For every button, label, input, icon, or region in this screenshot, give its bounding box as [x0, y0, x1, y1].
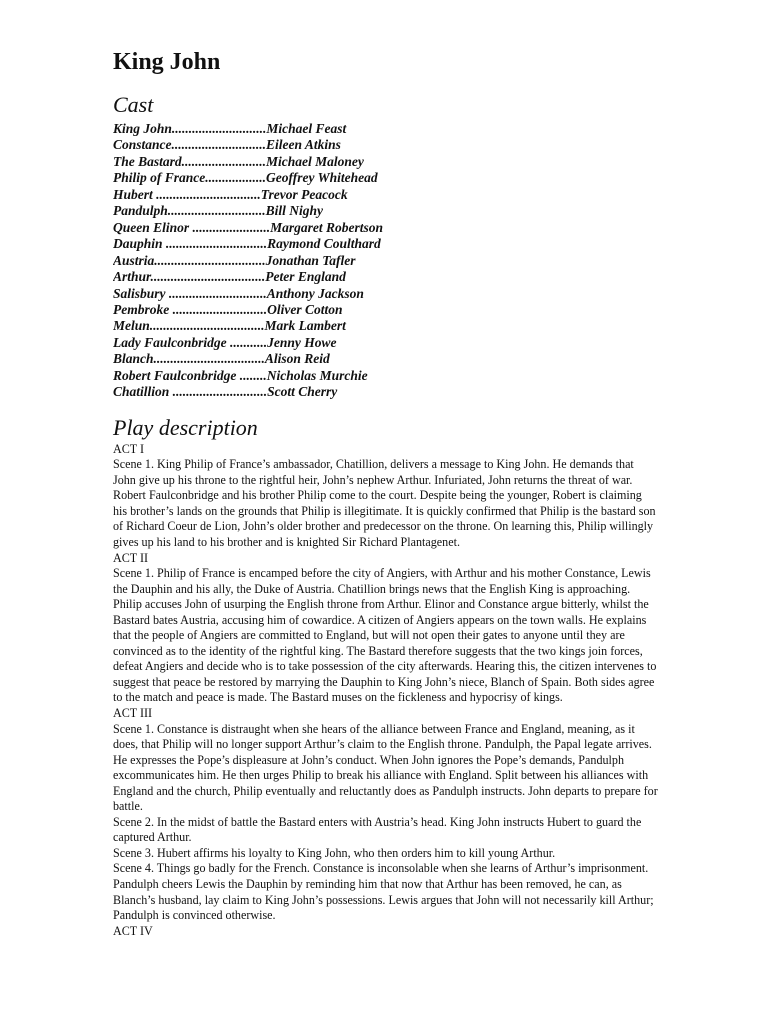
- cast-row: Blanch.................................Alison Reid: [113, 351, 330, 367]
- cast-row: Arthur..................................Peter England: [113, 269, 346, 285]
- cast-row: Philip of France..................Geoffrey Whitehead: [113, 170, 378, 186]
- cast-row: Queen Elinor .......................Margaret Robertson: [113, 219, 384, 235]
- cast-list: [113, 121, 658, 401]
- cast-row: Lady Faulconbridge ...........Jenny Howe: [113, 334, 337, 350]
- scene-paragraph: Scene 1. Constance is distraught when she hears of the alliance between France and England, meaning, as it does, that Philip will no longer support Arthur’s claim to the English throne. Pandulph, the Papal legate arrives. He expresses the Pope’s displeasure at John’s conduct. When John ignores the Pope’s demands, Pandulph excommunicates him. He then urges Philip to break his alliance with England. Split between his alliances with England and the church, Philip eventually and reluctantly does as Pandulph instructs. John departs to prepare for battle.: [113, 721, 658, 814]
- act-heading: ACT IV: [113, 923, 153, 938]
- cast-heading: Cast: [113, 92, 154, 117]
- cast-row: Dauphin ..............................Raymond Coulthard: [113, 236, 381, 252]
- cast-row: King John............................Michael Feast: [113, 121, 347, 136]
- cast-row: Melun..................................Mark Lambert: [113, 318, 346, 334]
- scene-paragraph: Scene 1. King Philip of France’s ambassador, Chatillion, delivers a message to King John. He demands that John give up his throne to the rightful heir, John’s nephew Arthur. Infuriated, John returns the threat of war. Robert Faulconbridge and his brother Philip come to the court. Despite being the younger, Robert is claiming his brother’s lands on the grounds that Philip is illegitimate. It is quickly confirmed that Philip is the bastard son of Richard Coeur de Lion, John’s older brother and predecessor on the throne. On learning this, Philip willingly gives up his land to his brother and is knighted Sir Richard Plantagenet.: [113, 457, 656, 549]
- cast-row: Constance............................Eileen Atkins: [113, 137, 341, 153]
- cast-row: Hubert ...............................Trevor Peacock: [113, 186, 348, 202]
- cast-row: Pandulph.............................Bill Nighy: [113, 203, 324, 219]
- cast-row: Salisbury .............................Anthony Jackson: [113, 285, 364, 301]
- description-heading: Play description: [113, 414, 258, 440]
- cast-row: Austria.................................Jonathan Tafler: [113, 252, 356, 268]
- page-title: King John: [113, 49, 221, 75]
- act-heading: ACT I: [113, 441, 145, 456]
- scene-paragraph: Scene 2. In the midst of battle the Bastard enters with Austria’s head. King John instructs Hubert to guard the captured Arthur.: [113, 814, 642, 845]
- scene-paragraph: Scene 3. Hubert affirms his loyalty to King John, who then orders him to kill young Arthur.: [113, 845, 556, 860]
- scene-paragraph: Scene 1. Philip of France is encamped before the city of Angiers, with Arthur and his mother Constance, Lewis the Dauphin and his ally, the Duke of Austria. Chatillion brings news that the English King is approaching. Philip accuses John of usurping the English throne from Arthur. Elinor and Constance argue bitterly, whilst the Bastard bates Austria, accusing him of cowardice. A citizen of Angiers appears on the town walls. He explains that the people of Angiers are committed to England, but will not open their gates to anyone until they are convinced as to the identity of the rightful king. The Bastard therefore suggests that the two kings join forces, defeat Angiers and decide who is to take possession of the city afterwards. Hearing this, the citizen intervenes to suggest that peace be restored by marrying the Dauphin to King John’s niece, Blanch of Spain. Both sides agree to the match and peace is made. The Bastard muses on the fickleness and hypocrisy of kings.: [113, 566, 657, 705]
- cast-row: Pembroke ............................Oliver Cotton: [113, 301, 343, 317]
- cast-row: The Bastard.........................Michael Maloney: [113, 153, 364, 169]
- cast-row: Robert Faulconbridge ........Nicholas Murchie: [113, 367, 368, 383]
- act-heading: ACT II: [113, 550, 149, 565]
- scene-paragraph: Scene 4. Things go badly for the French. Constance is inconsolable when she learns of Arthur’s imprisonment. Pandulph cheers Lewis the Dauphin by reminding him that now that Arthur has been removed, he can, as Blanch’s husband, lay claim to King John’s possessions. Lewis argues that John will not necessarily kill Arthur; Pandulph is convinced otherwise.: [113, 861, 654, 923]
- act-heading: ACT III: [113, 706, 153, 720]
- play-description: [113, 442, 658, 940]
- cast-row: Chatillion ............................Scott Cherry: [113, 384, 338, 400]
